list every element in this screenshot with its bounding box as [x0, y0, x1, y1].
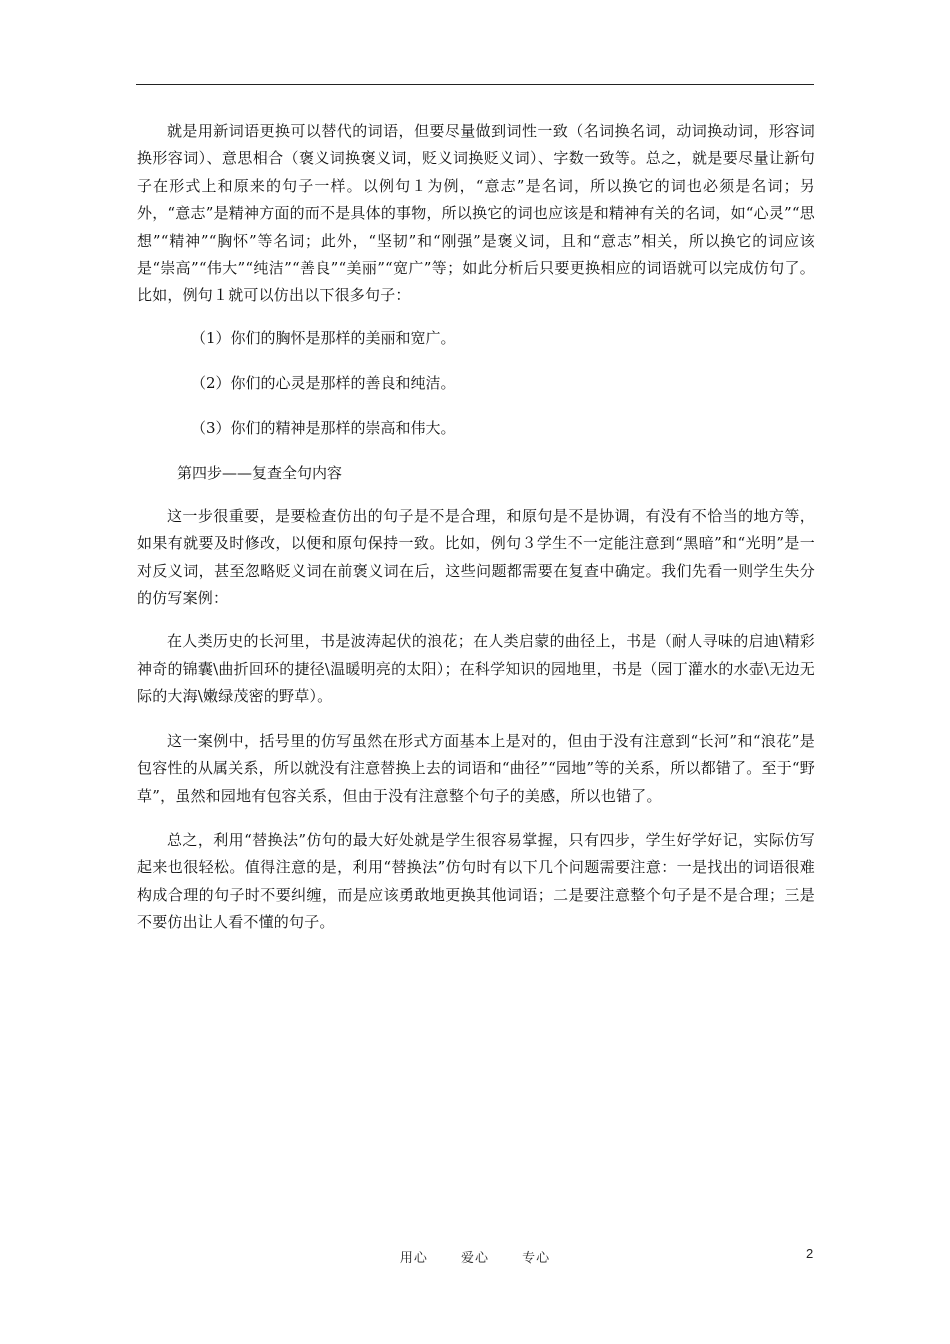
- page-number: 2: [806, 1246, 814, 1261]
- footer-slogan-item: 专心: [522, 1251, 551, 1266]
- header-rule: [136, 84, 814, 85]
- list-item-example-3: （3）你们的精神是那样的崇高和伟大。: [191, 418, 456, 437]
- paragraph-summary: 总之，利用“替换法”仿句的最大好处就是学生很容易掌握，只有四步，学生好学好记，实际仿写起来也很轻松。值得注意的是，利用“替换法”仿句时有以下几个问题需要注意：一是找出的词语很难构成合理的句子时不要纠缠，而是应该勇敢地更换其他词语；二是要注意整个句子是不是合理；三是不要仿出让人看不懂的句子。: [137, 830, 815, 932]
- paragraph-student-example: 在人类历史的长河里，书是波涛起伏的浪花；在人类启蒙的曲径上，书是（耐人寻味的启迪\精彩神奇的锦囊\曲折回环的捷径\温暖明亮的太阳）；在科学知识的园地里，书是（园丁灌水的水壶\无边无际的大海\嫩绿茂密的野草）。: [137, 632, 815, 706]
- footer-slogan-item: 用心: [399, 1251, 428, 1266]
- paragraph-replacement-method: 就是用新词语更换可以替代的词语，但要尽量做到词性一致（名词换名词，动词换动词，形容词换形容词）、意思相合（褒义词换褒义词，贬义词换贬义词）、字数一致等。总之，就是要尽量让新句子在形式上和原来的句子一样。以例句１为例，“意志”是名词，所以换它的词也必须是名词；另外，“意志”是精神方面的而不是具体的事物，所以换它的词也应该是和精神有关的名词，如“心灵”“思想”“精神”“胸怀”等名词；此外，“坚韧”和“刚强”是褒义词，且和“意志”相关，所以换它的词应该是“崇高”“伟大”“纯洁”“善良”“美丽”“宽广”等；如此分析后只要更换相应的词语就可以完成仿句了。比如，例句１就可以仿出以下很多句子：: [137, 122, 815, 305]
- document-body: [137, 118, 815, 937]
- section-heading-step4: 第四步——复查全句内容: [177, 463, 343, 482]
- list-item-example-2: （2）你们的心灵是那样的善良和纯洁。: [191, 373, 456, 392]
- paragraph-case-analysis: 这一案例中，括号里的仿写虽然在形式方面基本上是对的，但由于没有注意到“长河”和“浪花”是包容性的从属关系，所以就没有注意替换上去的词语和“曲径”“园地”等的关系，所以都错了。至于“野草”，虽然和园地有包容关系，但由于没有注意整个句子的美感，所以也错了。: [137, 731, 815, 805]
- list-item-example-1: （1）你们的胸怀是那样的美丽和宽广。: [191, 328, 456, 347]
- footer-slogan-item: 爱心: [460, 1251, 489, 1266]
- paragraph-check-sentence: 这一步很重要，是要检查仿出的句子是不是合理，和原句是不是协调，有没有不恰当的地方等，如果有就要及时修改，以便和原句保持一致。比如，例句３学生不一定能注意到“黑暗”和“光明”是一对反义词，甚至忽略贬义词在前褒义词在后，这些问题都需要在复查中确定。我们先看一则学生失分的仿写案例：: [137, 506, 815, 608]
